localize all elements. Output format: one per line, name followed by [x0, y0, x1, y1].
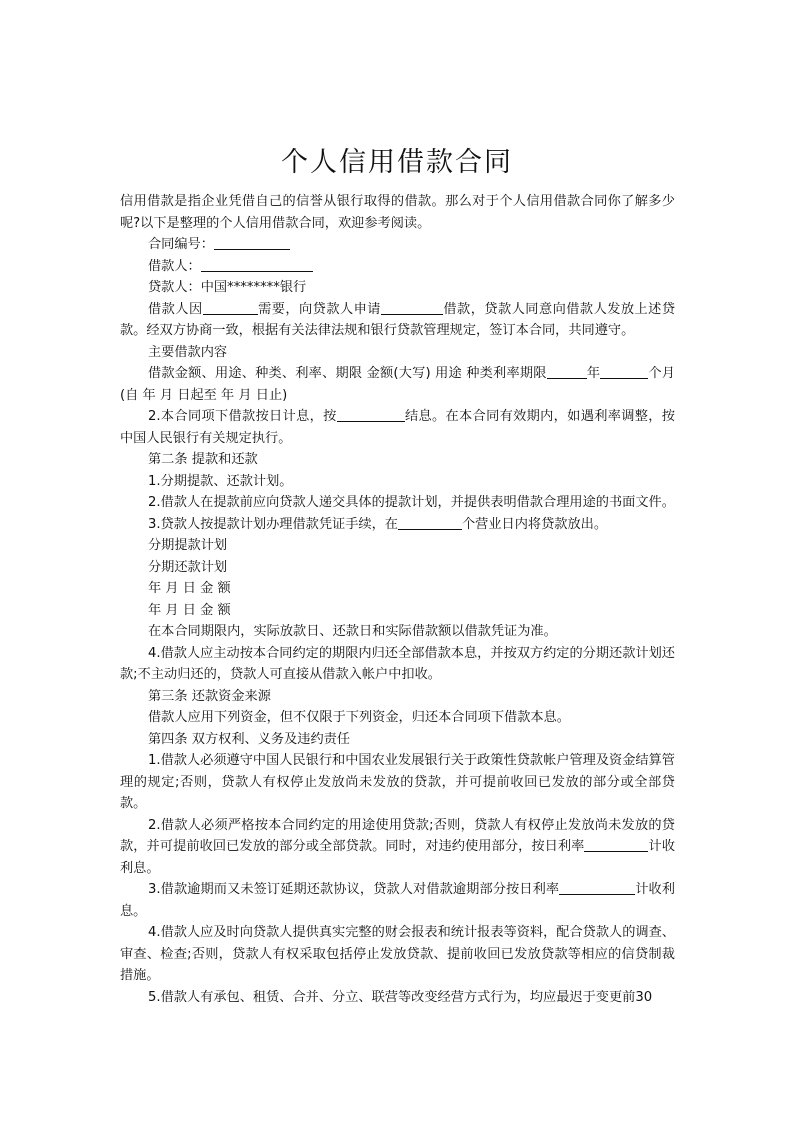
repay-plan-label: 分期还款计划 [148, 559, 228, 575]
article-3-text: 借款人应用下列资金，但不仅限于下列资金，归还本合同项下借款本息。 [148, 710, 570, 725]
loan-items-text-c: 个月(自 年 月 日起至 年 月 日止) [120, 366, 675, 403]
article-3-heading: 第三条 还款资金来源 [148, 688, 271, 704]
article-2-item-1: 1.分期提款、还款计划。 [148, 473, 293, 489]
article-4-heading: 第四条 双方权利、义务及违约责任 [148, 731, 351, 747]
business-days-blank [398, 515, 462, 530]
contract-number-blank [214, 235, 290, 250]
loan-months-blank [600, 364, 648, 379]
interest-paragraph [120, 406, 675, 449]
contract-number-line [120, 234, 675, 256]
document-title: 个人信用借款合同 [281, 147, 513, 179]
within-period-paragraph: 在本合同期限内，实际放款日、还款日和实际借款额以借款凭证为准。 [148, 624, 557, 639]
loan-items-paragraph [120, 363, 675, 406]
article-4-item-3-text-a: 3.借款逾期而又未签订延期还款协议，贷款人对借款逾期部分按日利率 [148, 882, 560, 897]
article-4-item-1: 1.借款人必须遵守中国人民银行和中国农业发展银行关于政策性贷款帐户管理及资金结算管理的规定;否则，贷款人有权停止发放尚未发放的贷款，并可提前收回已发放的部分或全部贷款。 [120, 753, 675, 811]
loan-purpose-text-c: 借款，贷款人同意向借款人发放上述贷款。经双方协商一致，根据有关法律法规和银行贷款管理规定，签订本合同，共同遵守。 [120, 301, 676, 338]
loan-items-year: 年 [586, 366, 601, 381]
overdue-rate-blank [559, 880, 635, 895]
article-4-item-3-text-b: 计收利息。 [120, 882, 675, 919]
article-4-item-2 [120, 815, 675, 880]
loan-amount-blank [381, 300, 443, 315]
loan-items-text-a: 借款金额、用途、种类、利率、期限 金额(大写) 用途 种类利率期限 [148, 366, 547, 381]
main-content-heading: 主要借款内容 [148, 344, 228, 360]
article-2-item-2: 2.借款人在提款前应向贷款人递交具体的提款计划，并提供表明借款合理用途的书面文件。 [148, 495, 675, 510]
borrower-label: 借款人： [148, 258, 201, 274]
article-4-item-2-text-b: 计收利息。 [120, 839, 676, 876]
date-amount-row-1: 年 月 日 金 额 [148, 581, 231, 596]
date-amount-row-2: 年 月 日 金 额 [148, 602, 231, 618]
interest-text-a: 2.本合同项下借款按日计息，按 [148, 409, 337, 424]
borrower-line [120, 256, 675, 278]
loan-purpose-paragraph [120, 299, 675, 342]
article-2-item-3 [120, 514, 675, 536]
borrower-blank [201, 257, 313, 272]
article-4-item-3 [120, 879, 675, 922]
loan-term-blank [547, 364, 587, 379]
contract-number-label: 合同编号： [148, 237, 214, 252]
document-body [120, 191, 675, 1008]
article-2-item-3-text-a: 3.贷款人按提款计划办理借款凭证手续，在 [148, 516, 398, 532]
intro-paragraph: 信用借款是指企业凭借自己的信誉从银行取得的借款。那么对于个人信用借款合同你了解多少呢?以下是整理的个人信用借款合同，欢迎参考阅读。 [120, 194, 675, 231]
article-2-heading: 第二条 提款和还款 [148, 452, 258, 467]
interest-text-b: 结息。在本合同有效期内，如遇利率调整，按中国人民银行有关规定执行。 [120, 409, 675, 446]
article-2-item-3-text-b: 个营业日内将贷款放出。 [461, 516, 608, 532]
interest-settlement-blank [337, 407, 405, 422]
loan-purpose-blank [203, 300, 258, 315]
article-4-item-4: 4.借款人应及时向贷款人提供真实完整的财会报表和统计报表等资料，配合贷款人的调查、审查、检查;否则，贷款人有权采取包括停止发放贷款、提前收回已发放贷款等相应的信贷制裁措施。 [120, 925, 675, 983]
article-2-item-4: 4.借款人应主动按本合同约定的期限内归还全部借款本息，并按双方约定的分期还款计划还款;不主动归还的，贷款人可直接从借款入帐户中扣收。 [120, 645, 675, 682]
loan-purpose-text-b: 需要，向贷款人申请 [257, 301, 381, 317]
article-4-item-5: 5.借款人有承包、租赁、合并、分立、联营等改变经营方式行为，均应最迟于变更前30 [148, 989, 653, 1005]
draw-plan-label: 分期提款计划 [148, 538, 228, 553]
daily-rate-blank [584, 837, 648, 852]
article-4-item-2-text-a: 2.借款人必须严格按本合同约定的用途使用贷款;否则，贷款人有权停止发放尚未发放的贷款，并可提前收回已发放的部分或全部贷款。同时，对违约使用部分，按日利率 [120, 817, 675, 854]
lender-line: 贷款人：中国********银行 [148, 280, 307, 295]
loan-purpose-text-a: 借款人因 [148, 301, 203, 317]
